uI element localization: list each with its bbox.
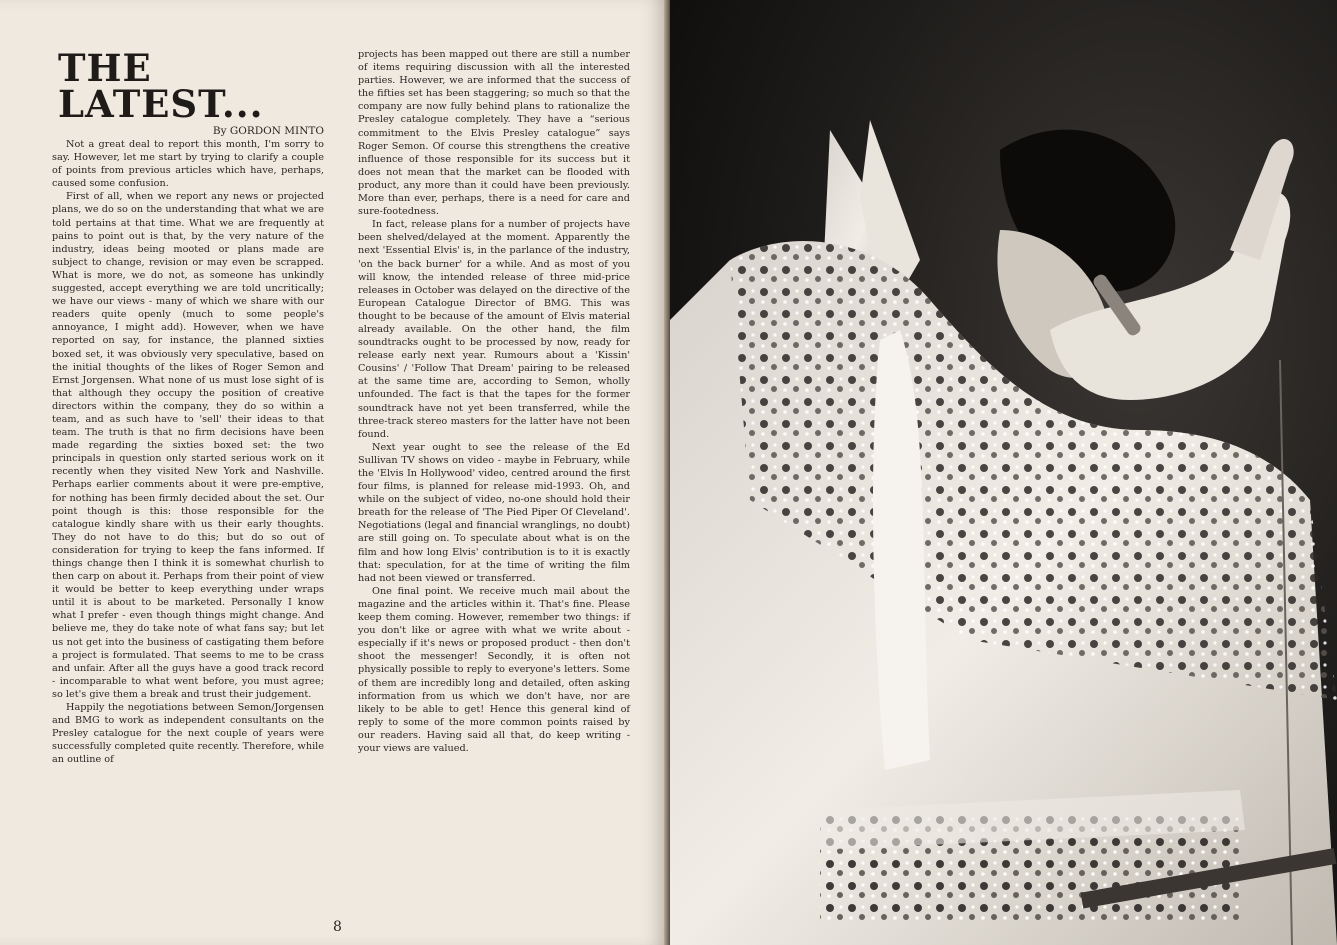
paragraph: projects has been mapped out there are still a number of items requiring discussion with all the interested parties. However, we are informed that the success of the fifties set has been staggering; so much so that the company are now fully behind plans to rationalize the Presley catalogue completely. They have a “serious commitment to the Elvis Presley catalogue” says Roger Semon. Of course this strengthens the creative influence of those responsible for its success but it does not mean that the market can be flooded with product, any more than it could have been previously. More than ever, perhaps, there is a need for care and sure-footedness. [358, 49, 630, 218]
performer-photo-icon [670, 0, 1337, 945]
article-column-2 [358, 48, 630, 755]
paragraph: Next year ought to see the release of the Ed Sullivan TV shows on video - maybe in February, while the 'Elvis In Hollywood' video, centred around the first four films, is planned for release mid-1993. Oh, and while on the subject of video, no-one should hold their breath for the release of 'The Pied Piper Of Cleveland'. Negotiations (legal and financial wranglings, no doubt) are still going on. To speculate about what is on the film and how long Elvis' contribution is to it is exactly that: speculation, for at the time of writing the film had not been viewed or transferred. [358, 441, 630, 584]
byline: By GORDON MINTO [212, 125, 324, 137]
paragraph: One final point. We receive much mail about the magazine and the articles within it. That's fine. Please keep them coming. However, remember two things: if you don't like or agree with what we write about - especially if it's news or proposed product - then don't shoot the messenger! Secondly, it is often not physically possible to reply to everyone's letters. Some of them are incredibly long and detailed, often asking information from us which we don't have, nor are likely to be able to get! Hence this general kind of reply to some of the more common points raised by our readers. Having said all that, do keep writing - your views are valued. [358, 585, 630, 754]
title-line-2: LATEST... [58, 82, 264, 126]
article-column-1 [52, 46, 324, 767]
paragraph: First of all, when we report any news or projected plans, we do so on the understanding that what we are told pertains at that time. What we are frequently at pains to point out is that, by the very nature of the industry, ideas being mooted or plans made are subject to change, revision or may even be scrapped. What is more, we do not, as someone has unkindly suggested, accept everything we are told uncritically; we have our views - many of which we share with our readers quite openly (much to some people's annoyance, I might add). However, when we have reported on say, for instance, the planned sixties boxed set, it was obviously very speculative, based on the initial thoughts of the likes of Roger Semon and Ernst Jorgensen. What none of us must lose sight of is that although they occupy the position of creative directors within the company, they do so within a team, and as such have to 'sell' their ideas to that team. The truth is that no firm decisions have been made regarding the sixties boxed set: the two principals in question only started serious work on it recently when they visited New York and Nashville. Perhaps earlier comments about it were pre-emptive, for nothing has been firmly decided about the set. Our point though is this: those responsible for the catalogue kindly share with us their early thoughts. They do not have to do this; but do so out of consideration for trying to keep the fans informed. If things change then I think it is somewhat churlish to then carp on about it. Perhaps from their point of view it would be better to keep everything under wraps until it is about to be marketed. Personally I know what I prefer - even though things might change. And believe me, they do take note of what fans say; but let us not get into the business of castigating them before a project is formulated. That seems to me to be crass and unfair. After all the guys have a good track record - incomparable to what went before, you must agree; so let's give them a break and trust their judgement. [52, 191, 324, 700]
paragraph: Not a great deal to report this month, I'm sorry to say. However, let me start by trying to clarify a couple of points from previous articles which have, perhaps, caused some confusion. [52, 139, 324, 190]
title-line-1: THE [58, 46, 152, 90]
left-page [0, 0, 668, 945]
paragraph: Happily the negotiations between Semon/Jorgensen and BMG to work as independent consultants on the Presley catalogue for the next couple of years were successfully completed quite recently. Therefore, while an outline of [52, 702, 324, 766]
paragraph: In fact, release plans for a number of projects have been shelved/delayed at the moment. Apparently the next 'Essential Elvis' is, in the parlance of the industry, 'on the back burner' for a while. And as most of you will know, the intended release of three mid-price releases in October was delayed on the directive of the European Catalogue Director of BMG. This was thought to be because of the amount of Elvis material already available. On the other hand, the film soundtracks ought to be processed by now, ready for release early next year. Rumours about a 'Kissin' Cousins' / 'Follow That Dream' pairing to be released at the same time are, according to Semon, wholly unfounded. The fact is that the tapes for the former soundtrack have not yet been transferred, while the three-track stereo masters for the latter have not been found. [358, 219, 630, 440]
right-page [670, 0, 1337, 945]
page-number: 8 [333, 919, 342, 935]
article-title [58, 46, 324, 126]
